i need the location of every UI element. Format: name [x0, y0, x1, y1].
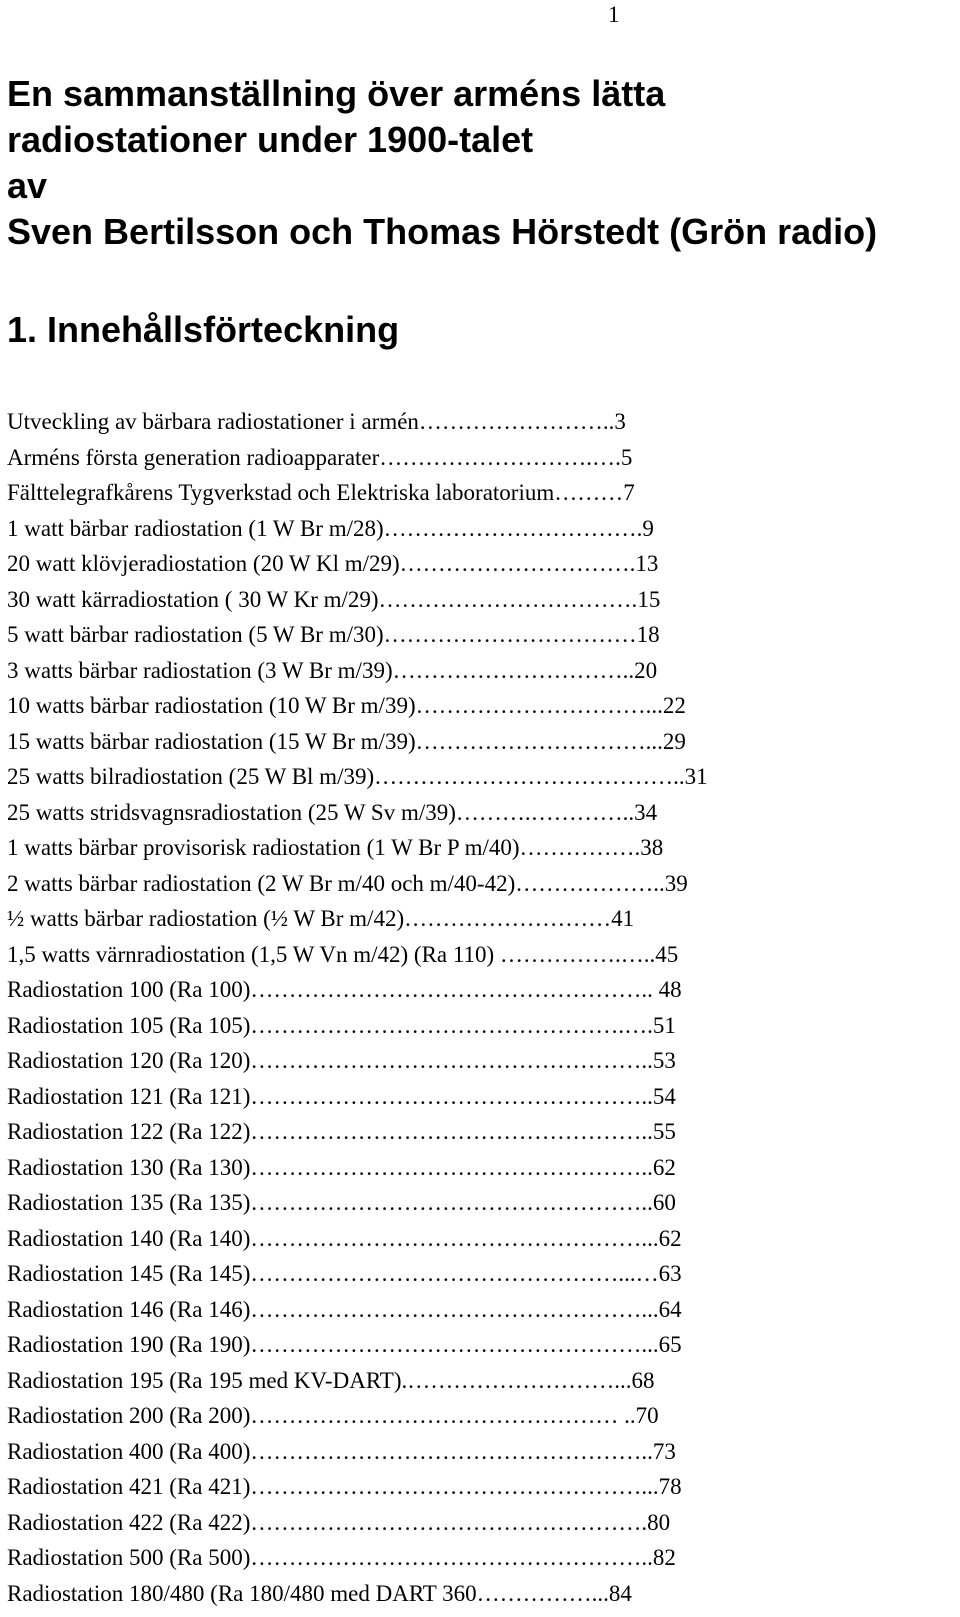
toc-entry-page: .5 — [615, 444, 633, 470]
toc-entry-text: 3 watts bärbar radiostation (3 W Br m/39)………………………….. — [7, 657, 635, 683]
title-line: En sammanställning över arméns lätta — [7, 73, 666, 114]
toc-entry-page: 53 — [652, 1048, 676, 1073]
toc-entry-text: 25 watts stridsvagnsradiostation (25 W Sv m/39)……….………….. — [7, 799, 635, 825]
toc-entry-text: Radiostation 135 (Ra 135)…………………………………………….. — [7, 1190, 653, 1215]
toc-entry — [7, 1114, 952, 1150]
toc-entry — [7, 937, 952, 973]
toc-entry-page: 31 — [684, 764, 708, 789]
toc-entry-page: 3 — [614, 409, 626, 434]
toc-entry-text: 1 watts bärbar provisorisk radiostation (1 W Br P m/40)…………… — [7, 835, 635, 860]
toc-entry-text: Radiostation 100 (Ra 100)…………………………………………….. — [7, 977, 659, 1002]
toc-entry-page: 65 — [658, 1332, 682, 1357]
toc-entry — [7, 795, 952, 831]
toc-entry — [7, 759, 952, 795]
toc-entry — [7, 688, 952, 724]
title-line: Sven Bertilsson och Thomas Hörstedt (Grön radio) — [7, 211, 878, 252]
toc-entry-text: Radiostation 400 (Ra 400)…………………………………………….. — [7, 1438, 653, 1464]
toc-entry-page: 63 — [658, 1261, 682, 1286]
toc-entry-page: .51 — [647, 1012, 676, 1038]
toc-entry — [7, 1434, 952, 1470]
toc-entry-text: ½ watts bärbar radiostation (½ W Br m/42)……………………… — [7, 906, 612, 931]
toc-entry-text: 2 watts bärbar radiostation (2 W Br m/40 och m/40-42)……………….. — [7, 870, 665, 896]
toc-entry-page: 62 — [652, 1154, 676, 1180]
toc-entry-page: 55 — [652, 1119, 676, 1144]
toc-entry — [7, 546, 952, 582]
toc-entry-text: Radiostation 105 (Ra 105)………………………………………….… — [7, 1012, 648, 1038]
toc-entry-text: Radiostation 195 (Ra 195 med KV-DART).………………………... — [7, 1367, 632, 1393]
toc-entry — [7, 1079, 952, 1115]
toc-entry-text: Radiostation 130 (Ra 130)…………………………………………….. — [7, 1154, 653, 1180]
toc-entry — [7, 617, 952, 653]
toc-entry — [7, 724, 952, 760]
toc-entry-page: 39 — [664, 870, 688, 896]
toc-entry-text: Arméns första generation radioapparater……………………….… — [7, 444, 616, 470]
toc-entry — [7, 1008, 952, 1044]
toc-entry-page: 80 — [647, 1509, 671, 1535]
toc-entry-text: 10 watts bärbar radiostation (10 W Br m/39)…………………………... — [7, 693, 663, 718]
toc-entry-page: 18 — [636, 622, 660, 647]
toc-entry-page: 70 — [635, 1403, 659, 1428]
toc-entry-text: 1,5 watts värnradiostation (1,5 W Vn m/42) (Ra 110) …………….….. — [7, 941, 656, 967]
toc-entry-text: 25 watts bilradiostation (25 W Bl m/39)………………………………….. — [7, 764, 685, 789]
toc-entry-text: Radiostation 180/480 (Ra 180/480 med DART 360……………... — [7, 1580, 609, 1606]
toc-entry — [7, 1256, 952, 1292]
toc-entry-text: 5 watt bärbar radiostation (5 W Br m/30)…………………………… — [7, 622, 637, 647]
toc-entry-page: 22 — [662, 693, 686, 718]
toc-entry-text: Radiostation 120 (Ra 120)…………………………………………….. — [7, 1048, 653, 1073]
toc-entry — [7, 1469, 952, 1505]
toc-entry — [7, 1292, 952, 1328]
toc-entry — [7, 653, 952, 689]
toc-entry — [7, 582, 952, 618]
toc-entry — [7, 511, 952, 547]
toc-entry-page: 84 — [608, 1580, 632, 1606]
section-heading: 1. Innehållsförteckning — [7, 309, 400, 350]
toc-entry-text: 1 watt bärbar radiostation (1 W Br m/28)……………………………. — [7, 515, 643, 541]
toc-entry — [7, 440, 952, 476]
toc-entry-page: 7 — [623, 480, 635, 505]
toc-entry-text: Radiostation 146 (Ra 146)……………………………………………... — [7, 1296, 659, 1322]
toc-entry — [7, 972, 952, 1008]
toc-entry-text: Fälttelegrafkårens Tygverkstad och Elektriska laboratorium……… — [7, 480, 624, 505]
toc-entry-text: 30 watt kärradiostation ( 30 W Kr m/29)……………………………. — [7, 586, 638, 612]
toc-entry-page: 29 — [662, 728, 686, 754]
toc-entry-text: Radiostation 421 (Ra 421)……………………………………………... — [7, 1474, 659, 1499]
table-of-contents — [7, 404, 952, 1611]
page-number: 1 — [608, 2, 620, 27]
toc-entry-text: Radiostation 121 (Ra 121)…………………………………………….. — [7, 1083, 653, 1109]
toc-entry-page: 68 — [631, 1367, 655, 1393]
toc-entry-text: Radiostation 422 (Ra 422)……………………………………………. — [7, 1509, 648, 1535]
toc-entry — [7, 830, 952, 866]
toc-entry — [7, 404, 952, 440]
toc-entry — [7, 1043, 952, 1079]
toc-entry — [7, 475, 952, 511]
toc-entry-page: 78 — [658, 1474, 682, 1499]
toc-entry — [7, 1398, 952, 1434]
toc-entry-page: 73 — [652, 1438, 676, 1464]
toc-entry-text: Radiostation 190 (Ra 190)……………………………………………... — [7, 1332, 659, 1357]
toc-entry-text: Radiostation 145 (Ra 145)…………………………………………...… — [7, 1261, 659, 1286]
toc-entry-text: Radiostation 500 (Ra 500)…………………………………………….. — [7, 1545, 653, 1570]
toc-entry-page: 54 — [652, 1083, 676, 1109]
toc-entry-page: 45 — [655, 941, 679, 967]
toc-entry-page: 34 — [634, 799, 658, 825]
toc-entry — [7, 1221, 952, 1257]
toc-entry-page: 9 — [642, 515, 654, 541]
toc-entry — [7, 1540, 952, 1576]
toc-entry-text: Radiostation 122 (Ra 122)…………………………………………….. — [7, 1119, 653, 1144]
toc-entry — [7, 901, 952, 937]
toc-entry-page: 82 — [652, 1545, 676, 1570]
toc-entry — [7, 1327, 952, 1363]
title-line: av — [7, 165, 48, 206]
toc-entry-page: 60 — [652, 1190, 676, 1215]
toc-entry-page: 41 — [611, 906, 635, 931]
toc-entry — [7, 1576, 952, 1612]
toc-entry-page: .38 — [634, 835, 664, 860]
toc-entry — [7, 1363, 952, 1399]
toc-entry-page: 64 — [658, 1296, 682, 1322]
toc-entry-page: 48 — [658, 977, 682, 1002]
toc-entry — [7, 1185, 952, 1221]
document-title — [7, 71, 952, 255]
toc-entry-page: 15 — [637, 586, 661, 612]
toc-entry-page: 20 — [634, 657, 658, 683]
toc-entry-text: Utveckling av bärbara radiostationer i armén…………………….. — [7, 409, 615, 434]
toc-entry-page: 13 — [635, 551, 659, 576]
toc-entry-text: Radiostation 200 (Ra 200)………………………………………… .. — [7, 1403, 636, 1428]
toc-entry-page: 62 — [658, 1225, 682, 1251]
toc-entry — [7, 866, 952, 902]
toc-entry-text: Radiostation 140 (Ra 140)……………………………………………... — [7, 1225, 659, 1251]
toc-entry-text: 20 watt klövjeradiostation (20 W Kl m/29)…………………………. — [7, 551, 636, 576]
toc-entry — [7, 1505, 952, 1541]
title-line: radiostationer under 1900-talet — [7, 119, 534, 160]
toc-entry — [7, 1150, 952, 1186]
toc-entry-text: 15 watts bärbar radiostation (15 W Br m/39)…………………………... — [7, 728, 663, 754]
